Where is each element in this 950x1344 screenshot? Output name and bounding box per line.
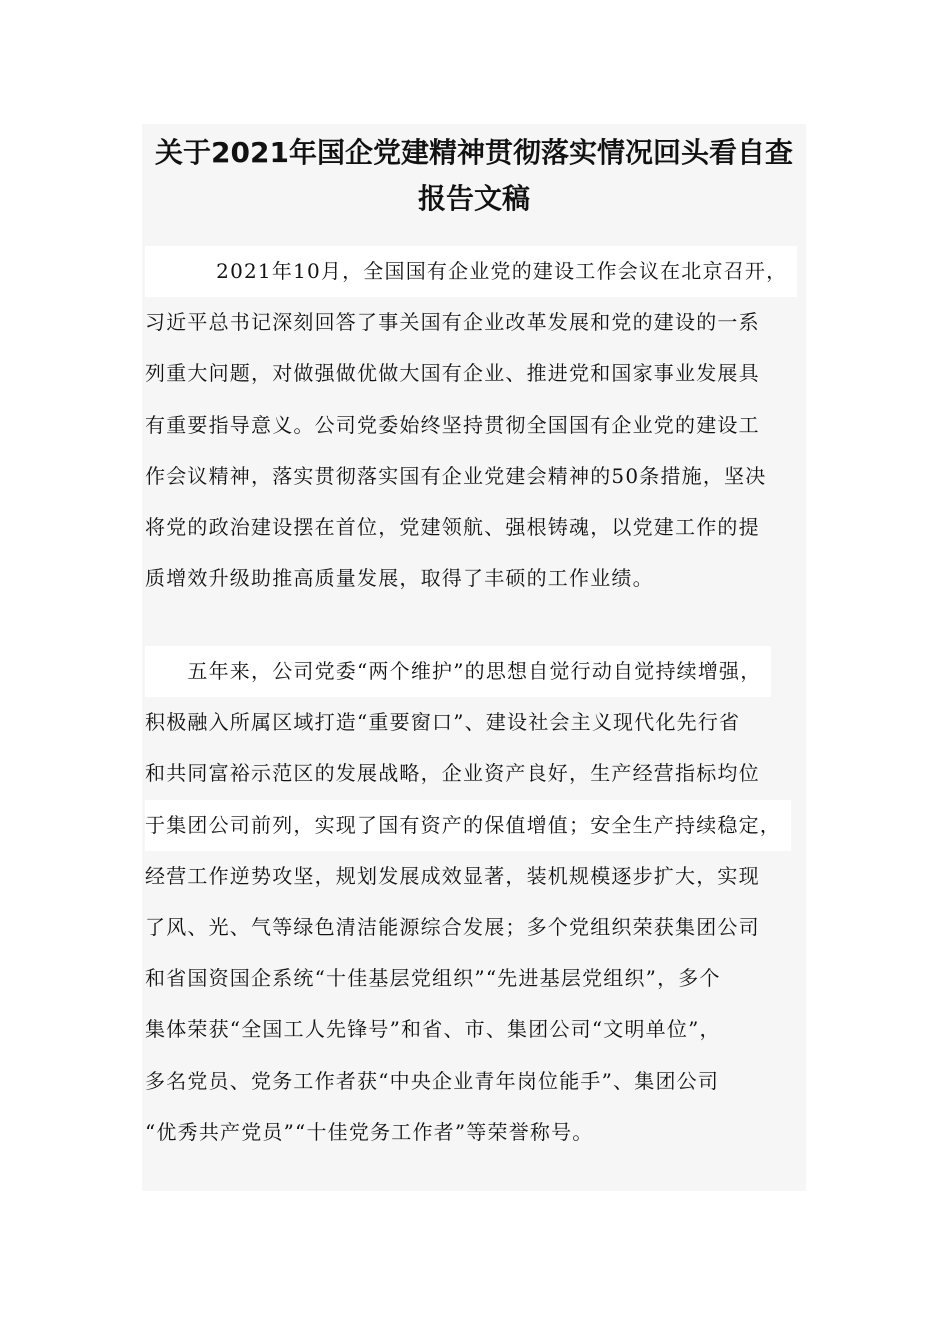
paragraph-line: 有重要指导意义。公司党委始终坚持贯彻全国国有企业党的建设工 xyxy=(145,412,760,437)
paragraph-line: “优秀共产党员”“十佳党务工作者”等荣誉称号。 xyxy=(145,1119,594,1144)
title-line-1: 关于2021年国企党建精神贯彻落实情况回头看自查 xyxy=(155,136,793,169)
paragraph-line: 质增效升级助推高质量发展，取得了丰硕的工作业绩。 xyxy=(145,566,654,591)
paragraph-line: 和共同富裕示范区的发展战略，企业资产良好，生产经营指标均位 xyxy=(145,761,760,786)
paragraph-line: 列重大问题，对做强做优做大国有企业、推进党和国家事业发展具 xyxy=(145,361,760,386)
paragraph-line: 作会议精神，落实贯彻落实国有企业党建会精神的50条措施，坚决 xyxy=(145,463,767,488)
paragraph-line: 习近平总书记深刻回答了事关国有企业改革发展和党的建设的一系 xyxy=(145,310,760,335)
paragraph-line: 经营工作逆势攻坚，规划发展成效显著，装机规模逐步扩大，实现 xyxy=(145,863,760,888)
paragraph-line: 将党的政治建设摆在首位，党建领航、强根铸魂，以党建工作的提 xyxy=(145,514,760,539)
paragraph-line: 于集团公司前列，实现了国有资产的保值增值；安全生产持续稳定， xyxy=(145,800,791,851)
paragraph-2 xyxy=(145,646,835,1158)
title-line-2: 报告文稿 xyxy=(417,182,530,215)
paragraph-line: 五年来，公司党委“两个维护”的思想自觉行动自觉持续增强， xyxy=(145,646,771,697)
paragraph-line: 了风、光、气等绿色清洁能源综合发展；多个党组织荣获集团公司 xyxy=(145,914,760,939)
paragraph-line: 和省国资国企系统“十佳基层党组织”“先进基层党组织”，多个 xyxy=(145,966,721,991)
paragraph-line: 2021年10月，全国国有企业党的建设工作会议在北京召开， xyxy=(145,246,797,297)
document-title xyxy=(142,130,806,222)
paragraph-1 xyxy=(145,246,835,604)
paragraph-line: 多名党员、党务工作者获“中央企业青年岗位能手”、集团公司 xyxy=(145,1068,720,1093)
paragraph-line: 集体荣获“全国工人先锋号”和省、市、集团公司“文明单位”， xyxy=(145,1017,721,1042)
paragraph-line: 积极融入所属区域打造“重要窗口”、建设社会主义现代化先行省 xyxy=(145,710,741,735)
